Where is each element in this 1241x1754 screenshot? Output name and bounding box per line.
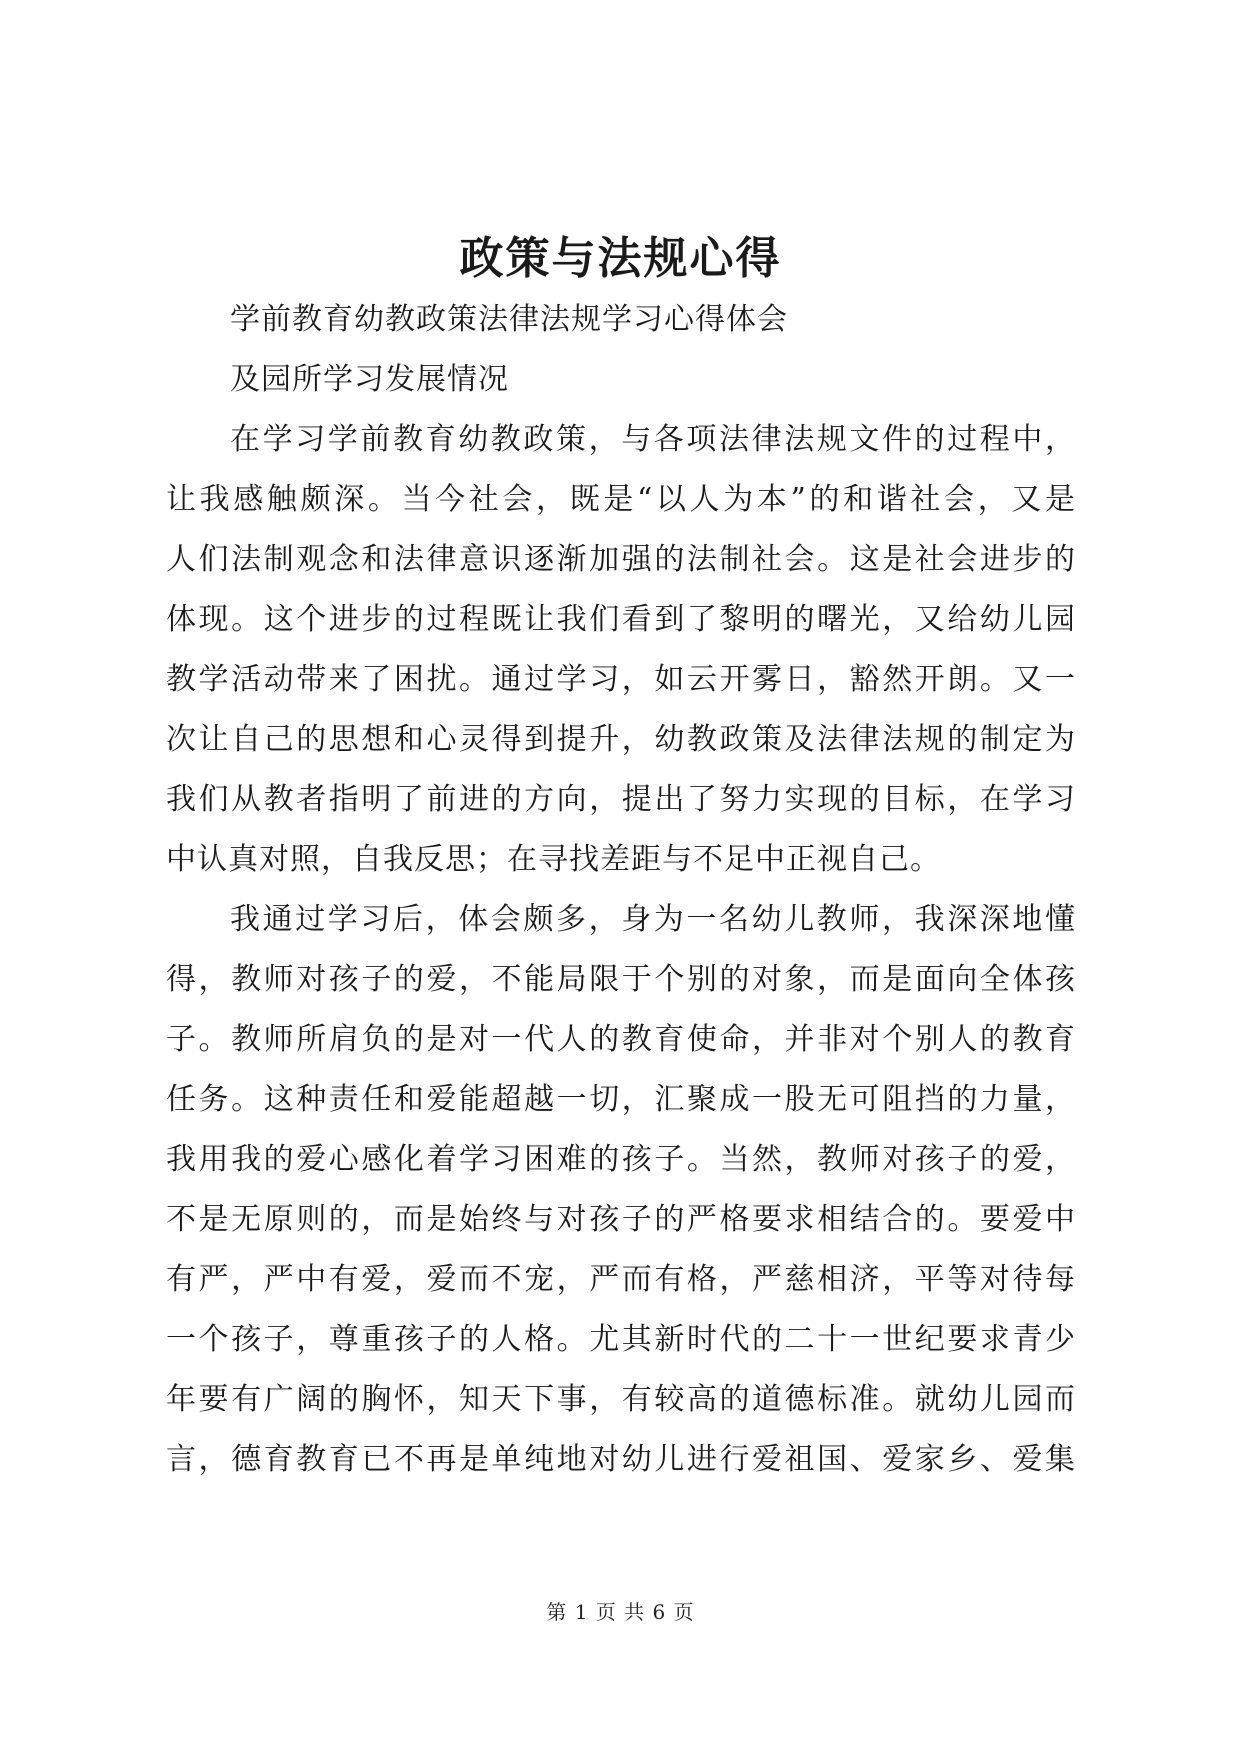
text-line: 有严，严中有爱，爱而不宠，严而有格，严慈相济，平等对待每	[166, 1262, 1076, 1297]
page-number-footer: 第 1 页 共 6 页	[546, 1600, 695, 1624]
subtitle-line: 及园所学习发展情况	[230, 362, 509, 397]
text-line: 我们从教者指明了前进的方向，提出了努力实现的目标，在学习	[166, 782, 1076, 817]
text-line: 不是无原则的，而是始终与对孩子的严格要求相结合的。要爱中	[166, 1202, 1076, 1237]
paragraph-1	[166, 410, 1076, 890]
text-line: 年要有广阔的胸怀，知天下事，有较高的道德标准。就幼儿园而	[166, 1382, 1076, 1417]
text-line: 人们法制观念和法律意识逐渐加强的法制社会。这是社会进步的	[166, 542, 1076, 577]
text-line: 中认真对照，自我反思；在寻找差距与不足中正视自己。	[166, 842, 941, 877]
text-line: 教学活动带来了困扰。通过学习，如云开雾日，豁然开朗。又一	[166, 662, 1076, 697]
document-body	[166, 290, 1076, 1490]
page-title: 政策与法规心得	[459, 233, 782, 284]
text-line: 我用我的爱心感化着学习困难的孩子。当然，教师对孩子的爱，	[166, 1142, 1076, 1177]
text-line: 我通过学习后，体会颇多，身为一名幼儿教师，我深深地懂	[230, 902, 1076, 937]
text-line: 任务。这种责任和爱能超越一切，汇聚成一股无可阻挡的力量，	[166, 1082, 1076, 1117]
text-line: 体现。这个进步的过程既让我们看到了黎明的曙光，又给幼儿园	[166, 602, 1076, 637]
paragraph-2	[166, 890, 1076, 1490]
text-line: 言，德育教育已不再是单纯地对幼儿进行爱祖国、爱家乡、爱集	[166, 1442, 1076, 1477]
subtitle-line: 学前教育幼教政策法律法规学习心得体会	[230, 302, 788, 337]
text-line: 在学习学前教育幼教政策，与各项法律法规文件的过程中，	[230, 422, 1076, 457]
text-line: 让我感触颇深。当今社会，既是“以人为本”的和谐社会，又是	[166, 482, 1076, 517]
text-line: 得，教师对孩子的爱，不能局限于个别的对象，而是面向全体孩	[166, 962, 1076, 997]
text-line: 子。教师所肩负的是对一代人的教育使命，并非对个别人的教育	[166, 1022, 1076, 1057]
text-line: 次让自己的思想和心灵得到提升，幼教政策及法律法规的制定为	[166, 722, 1076, 757]
text-line: 一个孩子，尊重孩子的人格。尤其新时代的二十一世纪要求青少	[166, 1322, 1076, 1357]
